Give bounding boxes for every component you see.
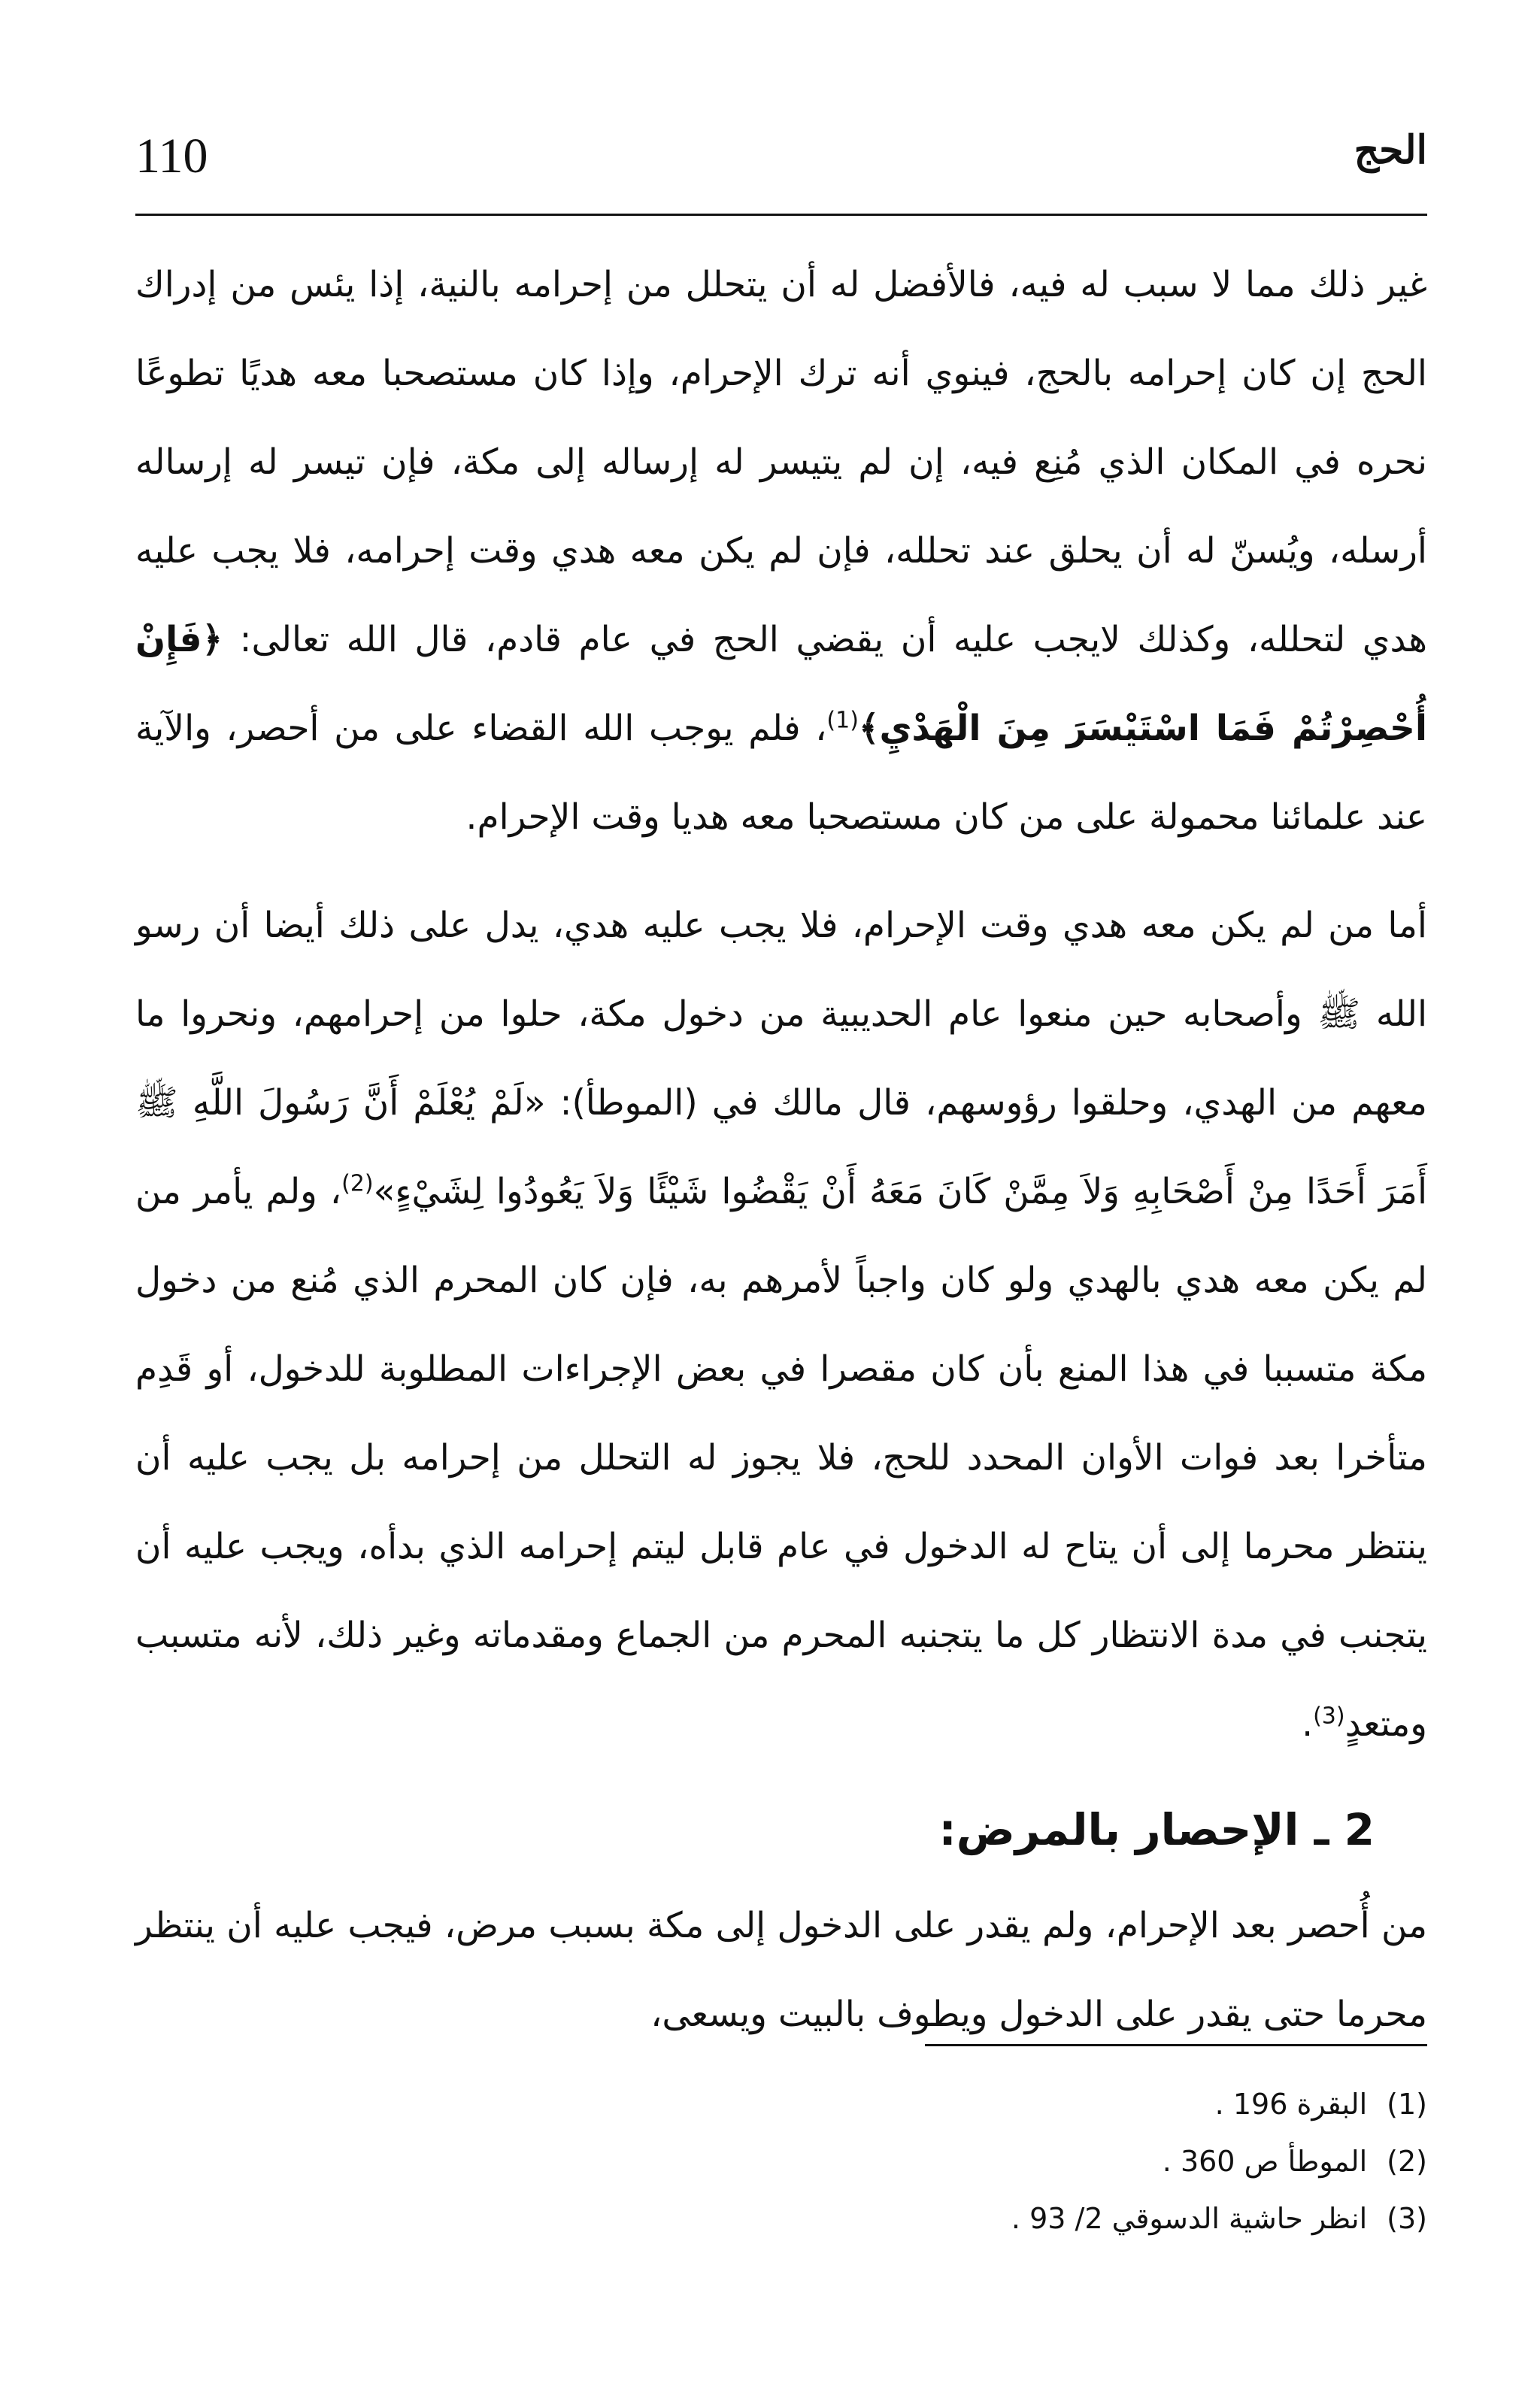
running-title: الحج (1354, 127, 1427, 173)
footnote-divider (925, 2044, 1427, 2046)
footnote-ref-2: (2) (341, 1170, 374, 1197)
paragraph-2 (135, 881, 1427, 1769)
footnote-number: (1) (1387, 2088, 1427, 2121)
paragraph-1-tail: ، فلم يوجب الله القضاء على من أحصر، والآية عند علمائنا محمولة على من كان مستصحبا معه هديا وقت الإحرام. (135, 708, 1427, 838)
footnote-text: انظر حاشية الدسوقي 2/ 93 . (1011, 2202, 1368, 2235)
footnote-3 (526, 2190, 1427, 2247)
page-number: 110 (135, 129, 208, 183)
paragraph-1 (135, 241, 1427, 862)
quran-verse: ﴿فَإِنْ أُحْصِرْتُمْ فَمَا اسْتَيْسَرَ مِنَ الْهَدْيِ﴾ (135, 619, 1427, 749)
footnote-text: البقرة 196 . (1214, 2088, 1368, 2121)
footnote-ref-1: (1) (826, 707, 859, 734)
paragraph-3-text: من أُحصر بعد الإحرام، ولم يقدر على الدخول إلى مكة بسبب مرض، فيجب عليه أن ينتظر محرما حتى يقدر على الدخول ويطوف بالبيت ويسعى، (135, 1905, 1427, 2035)
footnote-ref-3: (3) (1313, 1703, 1345, 1730)
paragraph-1-text: غير ذلك مما لا سبب له فيه، فالأفضل له أن يتحلل من إحرامه بالنية، إذا يئس من إدراك الحج إن كان إحرامه بالحج، فينوي أنه ترك الإحرام، وإذا كان مستصحبا معه هديًا تطوعًا نحره في المكان الذي مُنِع فيه، إن لم يتيسر له إرساله إلى مكة، فإن تيسر له إرساله أرسله، ويُسنّ له أن يحلق عند تحلله، فإن لم يكن معه هدي وقت إحرامه، فلا يجب عليه هدي لتحلله، وكذلك لايجب عليه أن يقضي الحج في عام قادم، قال الله تعالى: (135, 264, 1427, 660)
paragraph-2-text: أما من لم يكن معه هدي وقت الإحرام، فلا يجب عليه هدي، يدل على ذلك أيضا أن رسو الله ﷺ وأصحابه حين منعوا عام الحديبية من دخول مكة، حلوا من إحرامهم، ونحروا ما معهم من الهدي، وحلقوا رؤوسهم، قال مالك في (الموطأ): (135, 905, 1427, 1124)
paragraph-3 (135, 1882, 1427, 2059)
main-text (135, 241, 1427, 2059)
page-header (135, 120, 1427, 203)
paragraph-2-end: . (1302, 1703, 1314, 1745)
footnote-number: (3) (1387, 2202, 1427, 2235)
section-heading: 2 ـ الإحصار بالمرض: (938, 1804, 1375, 1855)
footnote-2 (526, 2133, 1427, 2190)
footnote-number: (2) (1387, 2145, 1427, 2178)
paragraph-2-tail: ، ولم يأمر من لم يكن معه هدي بالهدي ولو كان واجباً لأمرهم به، فإن كان المحرم الذي مُنع من دخول مكة متسببا في هذا المنع بأن كان مقصرا في بعض الإجراءات المطلوبة للدخول، أو قَدِم متأخرا بعد فوات الأوان المحدد للحج، فلا يجوز له التحلل من إحرامه بل يجب عليه أن ينتظر محرما إلى أن يتاح له الدخول في عام قابل ليتم إحرامه الذي بدأه، ويجب عليه أن يتجنب في مدة الانتظار كل ما يتجنبه المحرم من الجماع ومقدماته وغير ذلك، لأنه متسبب ومتعدٍ (135, 1171, 1427, 1745)
hadith-quote: «لَمْ يُعْلَمْ أَنَّ رَسُولَ اللَّهِ ﷺ أَمَرَ أَحَدًا مِنْ أَصْحَابِهِ وَلاَ مِمَّنْ كَانَ مَعَهُ أَنْ يَقْضُوا شَيْئًا وَلاَ يَعُودُوا لِشَيْءٍ» (135, 1082, 1428, 1212)
footnote-1 (526, 2076, 1427, 2133)
footnotes (526, 2076, 1427, 2247)
footnote-text: الموطأ ص 360 . (1162, 2145, 1368, 2178)
header-divider (135, 214, 1427, 216)
